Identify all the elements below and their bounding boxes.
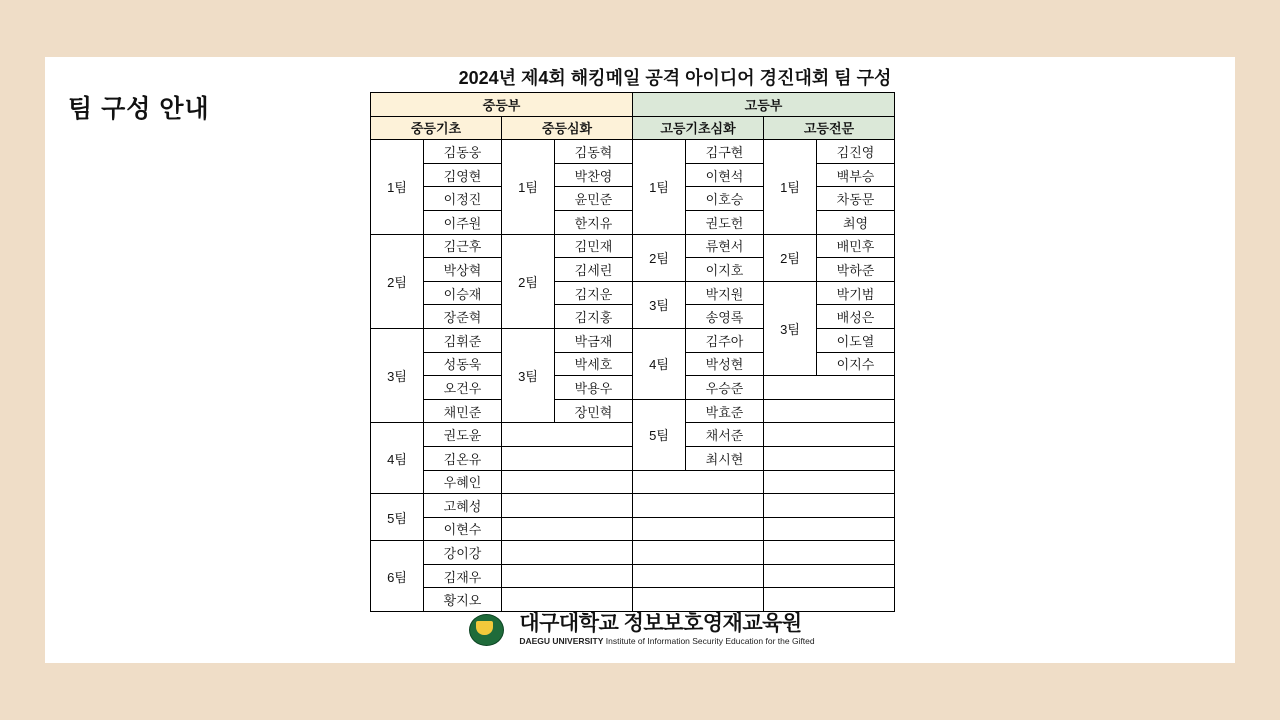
- team-label: 3팀: [502, 328, 555, 422]
- empty-cell: [764, 376, 895, 400]
- member-name: 김영현: [424, 163, 502, 187]
- header-track: 고등전문: [764, 116, 895, 140]
- empty-cell: [502, 564, 633, 588]
- member-name: 권도헌: [686, 210, 764, 234]
- member-name: 김동웅: [424, 140, 502, 164]
- header-division: 고등부: [633, 93, 895, 117]
- member-name: 김지운: [555, 281, 633, 305]
- member-name: 박효준: [686, 399, 764, 423]
- member-name: 황지오: [424, 588, 502, 612]
- member-name: 최시현: [686, 446, 764, 470]
- member-name: 박찬영: [555, 163, 633, 187]
- empty-cell: [502, 446, 633, 470]
- member-name: 채민준: [424, 399, 502, 423]
- logo-name-english: [519, 637, 814, 646]
- member-name: 윤민준: [555, 187, 633, 211]
- member-name: 채서준: [686, 423, 764, 447]
- member-name: 배민후: [817, 234, 895, 258]
- member-name: 박상혁: [424, 258, 502, 282]
- member-name: 이현석: [686, 163, 764, 187]
- table-row: [371, 281, 895, 305]
- empty-cell: [633, 564, 764, 588]
- empty-cell: [764, 494, 895, 518]
- member-name: 이주원: [424, 210, 502, 234]
- team-label: 1팀: [502, 140, 555, 234]
- table-row: [371, 494, 895, 518]
- team-roster-table: [370, 92, 895, 612]
- member-name: 김재우: [424, 564, 502, 588]
- member-name: 이승재: [424, 281, 502, 305]
- member-name: 김동혁: [555, 140, 633, 164]
- member-name: 이현수: [424, 517, 502, 541]
- member-name: 강이강: [424, 541, 502, 565]
- member-name: 김구현: [686, 140, 764, 164]
- team-label: 1팀: [371, 140, 424, 234]
- team-label: 1팀: [633, 140, 686, 234]
- empty-cell: [633, 541, 764, 565]
- member-name: 권도윤: [424, 423, 502, 447]
- member-name: 장민혁: [555, 399, 633, 423]
- member-name: 성동욱: [424, 352, 502, 376]
- member-name: 송영록: [686, 305, 764, 329]
- table-row: [371, 588, 895, 612]
- empty-cell: [633, 470, 764, 494]
- member-name: 이정진: [424, 187, 502, 211]
- team-roster-table-wrapper: [370, 92, 895, 612]
- member-name: 고혜성: [424, 494, 502, 518]
- empty-cell: [764, 423, 895, 447]
- team-label: 2팀: [633, 234, 686, 281]
- member-name: 김지홍: [555, 305, 633, 329]
- empty-cell: [764, 470, 895, 494]
- member-name: 이호승: [686, 187, 764, 211]
- member-name: 오건우: [424, 376, 502, 400]
- team-label: 5팀: [371, 494, 424, 541]
- member-name: 배성은: [817, 305, 895, 329]
- team-label: 3팀: [371, 328, 424, 422]
- member-name: 장준혁: [424, 305, 502, 329]
- member-name: 우혜인: [424, 470, 502, 494]
- team-label: 1팀: [764, 140, 817, 234]
- member-name: 이도열: [817, 328, 895, 352]
- university-emblem-icon: [465, 612, 511, 646]
- member-name: 김온유: [424, 446, 502, 470]
- empty-cell: [502, 470, 633, 494]
- team-label: 4팀: [633, 328, 686, 399]
- member-name: 김민재: [555, 234, 633, 258]
- logo-text: [519, 613, 814, 646]
- member-name: 박성현: [686, 352, 764, 376]
- team-label: 6팀: [371, 541, 424, 612]
- table-row: [371, 564, 895, 588]
- empty-cell: [502, 494, 633, 518]
- team-label: 3팀: [633, 281, 686, 328]
- empty-cell: [764, 446, 895, 470]
- header-track: 중등기초: [371, 116, 502, 140]
- table-row: [371, 399, 895, 423]
- member-name: 류현서: [686, 234, 764, 258]
- member-name: 박하준: [817, 258, 895, 282]
- member-name: 최영: [817, 210, 895, 234]
- footer-logo: [45, 612, 1235, 646]
- member-name: 박용우: [555, 376, 633, 400]
- member-name: 박세호: [555, 352, 633, 376]
- empty-cell: [633, 517, 764, 541]
- team-label: 4팀: [371, 423, 424, 494]
- member-name: 우승준: [686, 376, 764, 400]
- member-name: 김주아: [686, 328, 764, 352]
- empty-cell: [764, 564, 895, 588]
- team-label: 3팀: [764, 281, 817, 375]
- member-name: 박금재: [555, 328, 633, 352]
- document-title: 2024년 제4회 해킹메일 공격 아이디어 경진대회 팀 구성: [458, 68, 892, 88]
- member-name: 김진영: [817, 140, 895, 164]
- empty-cell: [502, 423, 633, 447]
- empty-cell: [633, 494, 764, 518]
- header-division: 중등부: [371, 93, 633, 117]
- member-name: 김세린: [555, 258, 633, 282]
- page-title: 팀 구성 안내: [68, 95, 210, 123]
- member-name: 백부승: [817, 163, 895, 187]
- member-name: 김휘준: [424, 328, 502, 352]
- empty-cell: [633, 588, 764, 612]
- member-name: 한지유: [555, 210, 633, 234]
- table-row: [371, 517, 895, 541]
- team-label: 2팀: [371, 234, 424, 328]
- empty-cell: [502, 517, 633, 541]
- member-name: 이지호: [686, 258, 764, 282]
- member-name: 차동문: [817, 187, 895, 211]
- logo-name-english-rest: Institute of Information Security Education for the Gifted: [605, 635, 815, 646]
- team-label: 2팀: [502, 234, 555, 328]
- table-row: [371, 234, 895, 258]
- member-name: 박기범: [817, 281, 895, 305]
- table-row: [371, 470, 895, 494]
- empty-cell: [764, 517, 895, 541]
- team-label: 5팀: [633, 399, 686, 470]
- team-label: 2팀: [764, 234, 817, 281]
- empty-cell: [764, 399, 895, 423]
- member-name: 이지수: [817, 352, 895, 376]
- table-row: [371, 328, 895, 352]
- table-row: [371, 541, 895, 565]
- header-track: 고등기초심화: [633, 116, 764, 140]
- slide-canvas: [45, 57, 1235, 663]
- empty-cell: [764, 541, 895, 565]
- member-name: 김근후: [424, 234, 502, 258]
- member-name: 박지원: [686, 281, 764, 305]
- empty-cell: [764, 588, 895, 612]
- logo-name-english-bold: DAEGU UNIVERSITY: [519, 635, 604, 646]
- empty-cell: [502, 588, 633, 612]
- table-row: [371, 140, 895, 164]
- empty-cell: [502, 541, 633, 565]
- header-track: 중등심화: [502, 116, 633, 140]
- logo-name-korean: 대구대학교 정보보호영재교육원: [519, 611, 802, 635]
